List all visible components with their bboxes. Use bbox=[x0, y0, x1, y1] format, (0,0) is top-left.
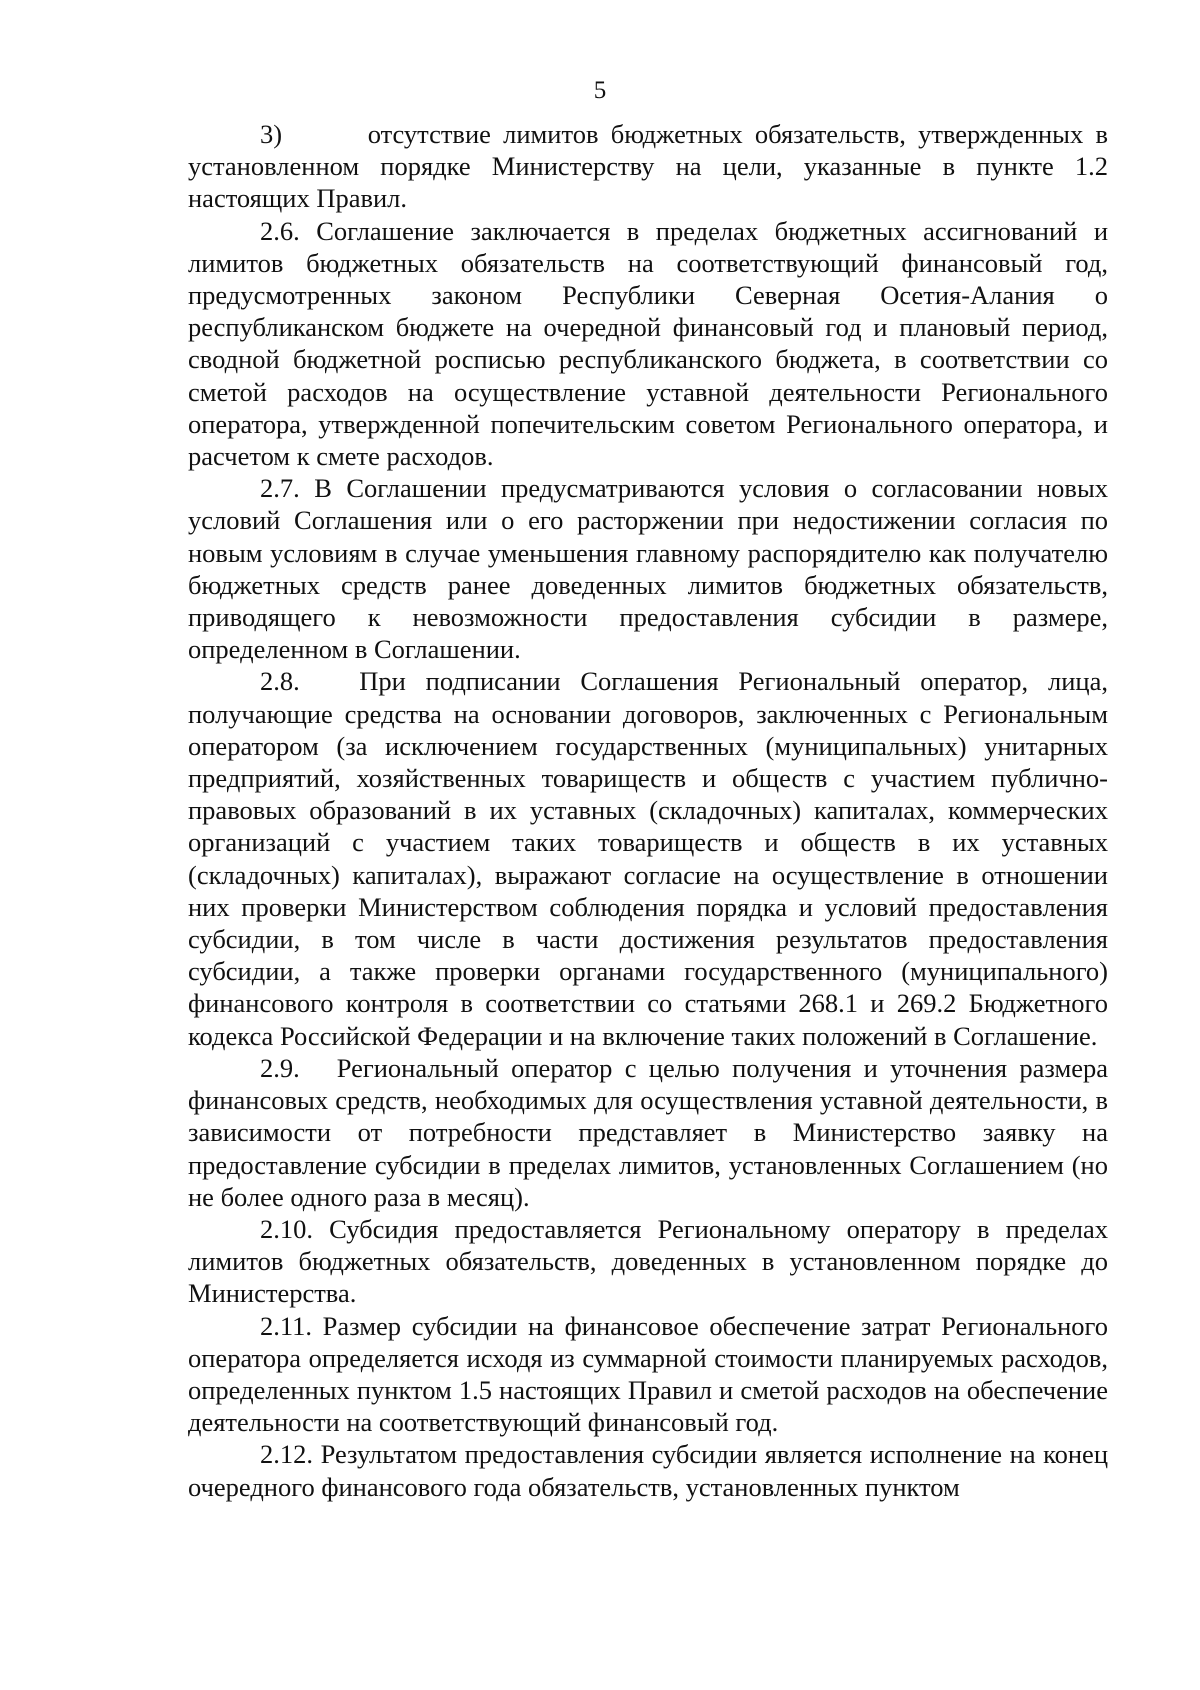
paragraph-item-3: 3) отсутствие лимитов бюджетных обязательств, утвержденных в установленном порядке Министерству на цели, указанные в пункте 1.2 настоящих Правил. bbox=[188, 119, 1108, 214]
page-number: 5 bbox=[593, 77, 607, 104]
paragraph-2-6: 2.6. Соглашение заключается в пределах бюджетных ассигнований и лимитов бюджетных обязательств на соответствующий финансовый год, предусмотренных законом Республики Северная Осетия-Алания о республиканском бюджете на очередной финансовый год и плановый период, сводной бюджетной росписью республиканского бюджета, в соответствии со сметой расходов на осуществление уставной деятельности Регионального оператора, утвержденной попечительским советом Регионального оператора, и расчетом к смете расходов. bbox=[188, 215, 1108, 472]
paragraph-2-8: 2.8. При подписании Соглашения Региональный оператор, лица, получающие средства на основании договоров, заключенных с Региональным оператором (за исключением государственных (муниципальных) унитарных предприятий, хозяйственных товариществ и обществ с участием публично-правовых образований в их уставных (складочных) капиталах, коммерческих организаций с участием таких товариществ и обществ в их уставных (складочных) капиталах), выражают согласие на осуществление в отношении них проверки Министерством соблюдения порядка и условий предоставления субсидии, в том числе в части достижения результатов предоставления субсидии, а также проверки органами государственного (муниципального) финансового контроля в соответствии со статьями 268.1 и 269.2 Бюджетного кодекса Российской Федерации и на включение таких положений в Соглашение. bbox=[188, 666, 1108, 1051]
document-body bbox=[188, 118, 1108, 1503]
paragraph-2-10: 2.10. Субсидия предоставляется Региональному оператору в пределах лимитов бюджетных обязательств, доведенных в установленном порядке до Министерства. bbox=[188, 1213, 1108, 1309]
paragraph-2-11: 2.11. Размер субсидии на финансовое обеспечение затрат Регионального оператора определяется исходя из суммарной стоимости планируемых расходов, определенных пунктом 1.5 настоящих Правил и сметой расходов на обеспечение деятельности на соответствующий финансовый год. bbox=[188, 1310, 1108, 1438]
paragraph-2-7: 2.7. В Соглашении предусматриваются условия о согласовании новых условий Соглашения или о его расторжении при недостижении согласия по новым условиям в случае уменьшения главному распорядителю как получателю бюджетных средств ранее доведенных лимитов бюджетных обязательств, приводящего к невозможности предоставления субсидии в размере, определенном в Соглашении. bbox=[188, 473, 1108, 665]
paragraph-2-9: 2.9. Региональный оператор с целью получения и уточнения размера финансовых средств, необходимых для осуществления уставной деятельности, в зависимости от потребности представляет в Министерство заявку на предоставление субсидии в пределах лимитов, установленных Соглашением (но не более одного раза в месяц). bbox=[188, 1052, 1108, 1212]
paragraph-2-12: 2.12. Результатом предоставления субсидии является исполнение на конец очередного финансового года обязательств, установленных пунктом bbox=[188, 1439, 1108, 1502]
